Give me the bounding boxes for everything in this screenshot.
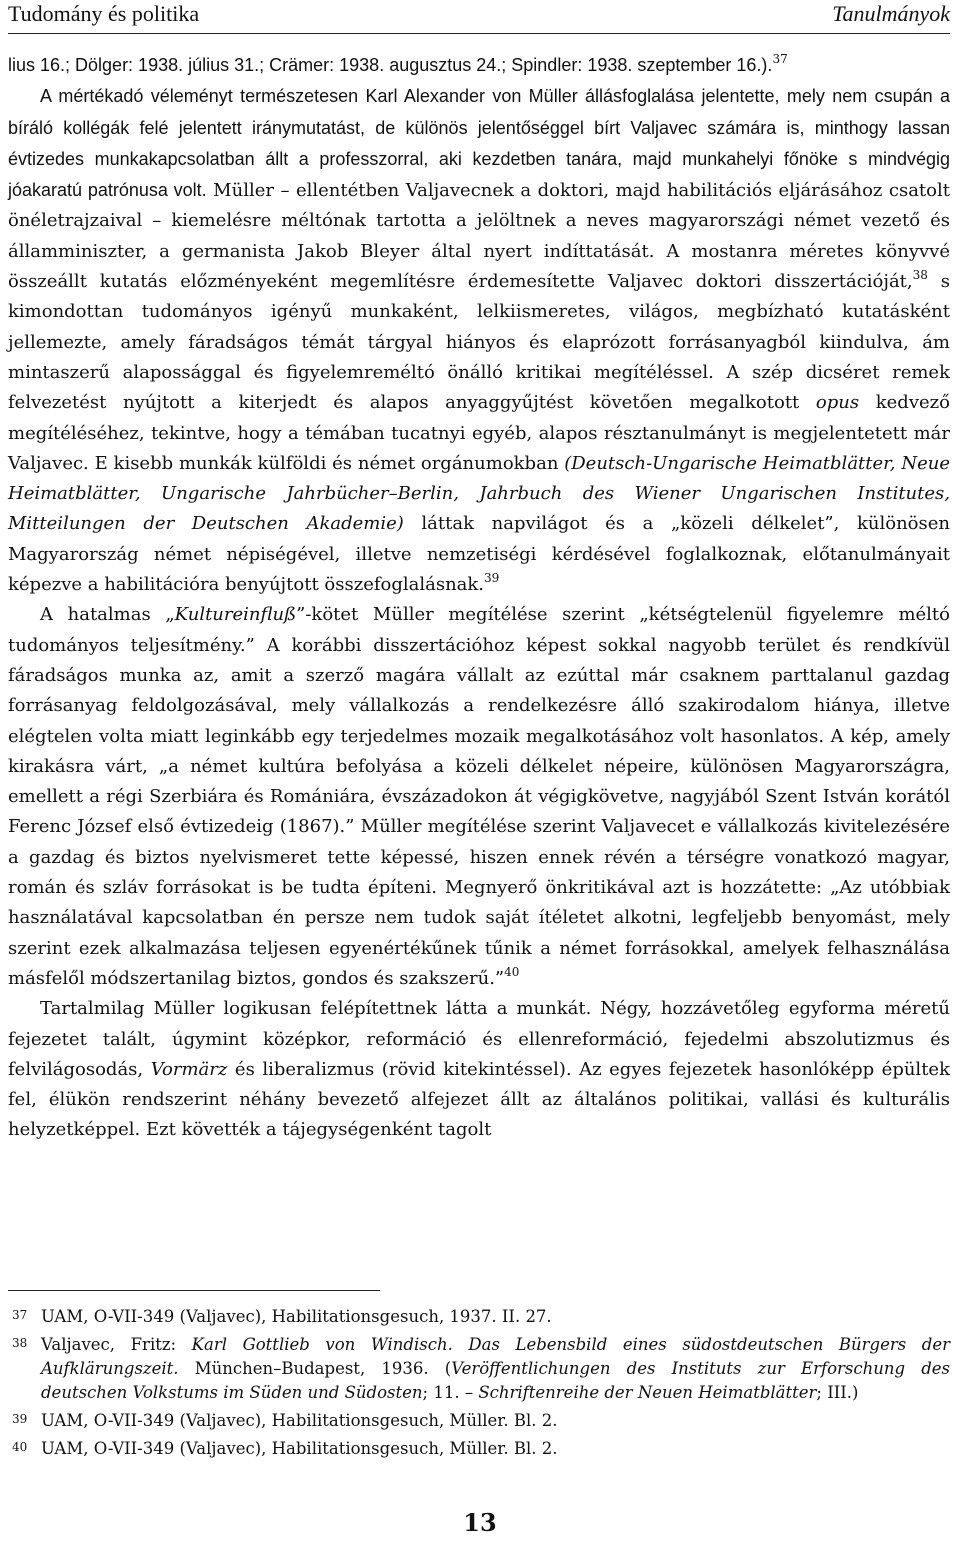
paragraph-mueller-opinion: A mértékadó véleményt természetesen Karl Alexander von Müller állásfoglalása jelentette, mely nem csupán a bíráló kollégák felé jelentett iránymutatást, de különös jelentőséggel bírt Valjavec számára is, minthogy lassan évtizedes munkakapcsolatban állt a professzorral, aki kezdetben tanára, majd munkahelyi főnöke s mindvégig jóakaratú patrónusa volt. Müller – ellentétben Valjavecnek a doktori, majd habilitációs eljárásához csatolt önéletrajzaival – kiemelésre méltónak tartotta a jelöltnek a neves magyarországi német vezető és államminiszter, a germanista Jakob Bleyer által nyert indíttatását. A mostanra méretes könyvvé összeállt kutatás előzményeként megemlítésre érdemesítette Valjavec doktori disszertációját,$^{38}$ s kimondottan tudományos igényű munkaként, lelkiismeretes, világos, megbízható kutatásként jellemezte, amely fáradságos témát tárgyal hiányos és elaprózott forrásanyagból kiindulva, ám mintaszerű alapossággal és figyelemreméltó önálló kritikai megítéléssel. A szép dicséret remek felvezetést nyújtott a kiterjedt és alapos anyaggyűjtést követően megalkotott opus kedvező megítéléséhez, tekintve, hogy a témában tucatnyi egyéb, alapos résztanulmányt is megjelentetett már Valjavec. E kisebb munkák külföldi és német orgánumokban (Deutsch-Ungarische Heimatblätter, Neue Heimatblätter, Ungarische Jahrbücher–Berlin, Jahrbuch des Wiener Ungarischen Institutes, Mitteilungen der Deutschen Akademie) láttak napvilágot és a „közeli délkelet”, különösen Magyarország német népiségével, illetve nemzetiségi kérdésével foglalkoznak, előtanulmányait képezve a habilitációra benyújtott összefoglalásnak.$^{39}$ [8, 86, 950, 596]
paragraph-kultureinfluss: A hatalmas „Kultureinfluß”-kötet Müller megítélése szerint „kétségtelenül figyelemre méltó tudományos teljesítmény.” A korábbi disszertációhoz képest sokkal nagyobb terület és rendkívül fáradságos munka az, amit a szerző magára vállalt az ezúttal már csaknem parttalanul gazdag forrásanyag feldolgozásával, mely vállalkozás a rendelkezésre álló szakirodalom hiánya, illetve elégtelen volta miatt leginkább egy terjedelmes mozaik megalkotásához volt hasonlatos. A kép, amely kirakásra várt, „a német kultúra befolyása a közeli délkelet népeire, különösen Magyarországra, emellett a régi Szerbiára és Romániára, évszázadokon át végigkövetve, nagyjából Szent István korától Ferenc József első évtizedeig (1867).” Müller megítélése szerint Valjavecet e vállalkozás kivitelezésére a gazdag és biztos nyelvismeret tette képessé, hiszen ennek révén a térségre vonatkozó magyar, román és szláv forrásokat is be tudta építeni. Megnyerő önkritikával azt is hozzátette: „Az utóbbiak használatával kapcsolatban én persze nem tudok saját ítéletet alkotni, legfeljebb benyomást, mely szerint ezek alkalmazása teljesen egyenértékűnek tűnik a német forrásokkal, amelyek felhasználása másfelől módszertanilag biztos, gondos és szakszerű.”$^{40}$ [8, 604, 950, 989]
running-header [8, 0, 950, 35]
main-text [8, 50, 950, 1146]
footnote-39: 39 UAM, O-VII-349 (Valjavec), Habilitationsgesuch, Müller. Bl. 2. [12, 1411, 558, 1430]
paragraph-structure: Tartalmilag Müller logikusan felépítettnek látta a munkát. Négy, hozzávetőleg egyforma méretű fejezetet talált, úgymint középkor, reformáció és ellenreformáció, fejedelmi abszolutizmus és felvilágosodás, Vormärz és liberalizmus (rövid kitekintéssel). Az egyes fejezetek hasonlóképp épültek fel, élükön rendszerint néhány bevezető alfejezet állt az általános politikai, vallási és kulturális helyzetképpel. Ezt követték a tájegységenként tagolt [8, 998, 950, 1141]
footnote-ref-38: 38 [912, 268, 928, 283]
header-section: Tanulmányok [832, 1, 950, 26]
footnote-ref-40: 40 [504, 964, 520, 979]
footnote-37: 37 UAM, O-VII-349 (Valjavec), Habilitationsgesuch, 1937. II. 27. [12, 1307, 552, 1326]
paragraph-continuation: lius 16.; Dölger: 1938. július 31.; Crämer: 1938. augusztus 24.; Spindler: 1938. szeptember 16.).$^{37}$ [8, 52, 788, 75]
footnote-ref-39: 39 [484, 571, 500, 586]
header-title: Tudomány és politika [8, 1, 200, 26]
footnotes [8, 1305, 950, 1465]
footnote-ref-37: 37 [772, 52, 788, 66]
header-rule [8, 33, 950, 34]
footnote-40: 40 UAM, O-VII-349 (Valjavec), Habilitationsgesuch, Müller. Bl. 2. [12, 1439, 558, 1458]
page-number: 13 [463, 1508, 497, 1537]
footnote-38: 38 Valjavec, Fritz: Karl Gottlieb von Windisch. Das Lebensbild eines südostdeutschen Bürgers der Aufklärungszeit. München–Budapest, 1936. (Veröffentlichungen des Instituts zur Erforschung des deutschen Volkstums im Süden und Südosten; 11. – Schriftenreihe der Neuen Heimatblätter; III.) [12, 1335, 950, 1402]
footnote-rule [8, 1290, 380, 1291]
